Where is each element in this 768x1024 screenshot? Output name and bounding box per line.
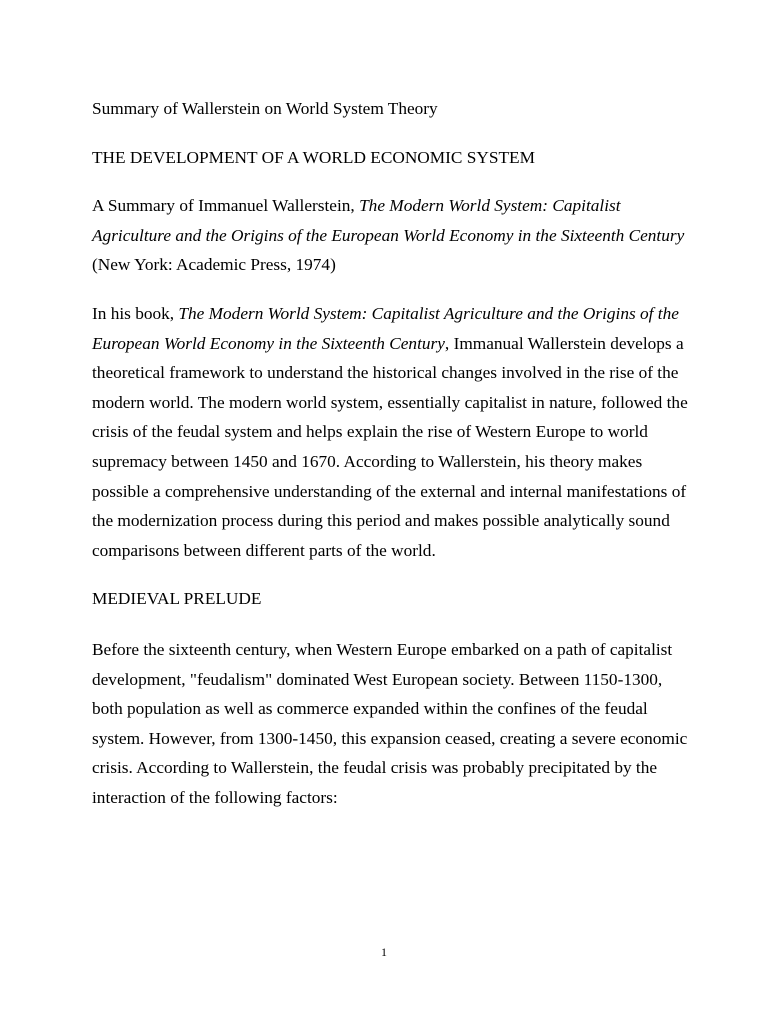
citation-intro: A Summary of Immanuel Wallerstein, [92,196,360,216]
intro-paragraph-book-title: The Modern World System: Capitalist Agriculture and the Origins of the European World Economy in the Sixteenth Century [92,303,679,353]
page-number: 1 [381,945,387,959]
citation-publication: (New York: Academic Press, 1974) [92,255,336,275]
document-title: Summary of Wallerstein on World System Theory [92,99,438,118]
citation-book-title: The Modern World System: Capitalist Agriculture and the Origins of the European World Economy in the Sixteenth Century [92,196,685,245]
section-heading-medieval-prelude: MEDIEVAL PRELUDE [92,589,262,609]
intro-paragraph-lead: In his book, [92,303,179,323]
document-subtitle: THE DEVELOPMENT OF A WORLD ECONOMIC SYSTEM [92,147,535,167]
citation-paragraph [92,191,692,280]
intro-paragraph-body: , Immanual Wallerstein develops a theoretical framework to understand the historical changes involved in the rise of the modern world. The modern world system, essentially capitalist in nature, followed the crisis of the feudal system and helps explain the rise of Western Europe to world supremacy between 1450 and 1670. According to Wallerstein, his theory makes possible a comprehensive understanding of the external and internal manifestations of the modernization process during this period and makes possible analytically sound comparisons between different parts of the world. [92,333,688,560]
document-page [92,94,692,812]
intro-paragraph [92,299,692,565]
medieval-prelude-paragraph: Before the sixteenth century, when Western Europe embarked on a path of capitalist development, "feudalism" dominated West European society. Between 1150-1300, both population as well as commerce expanded within the confines of the feudal system. However, from 1300-1450, this expansion ceased, creating a severe economic crisis. According to Wallerstein, the feudal crisis was probably precipitated by the interaction of the following factors: [92,639,688,807]
